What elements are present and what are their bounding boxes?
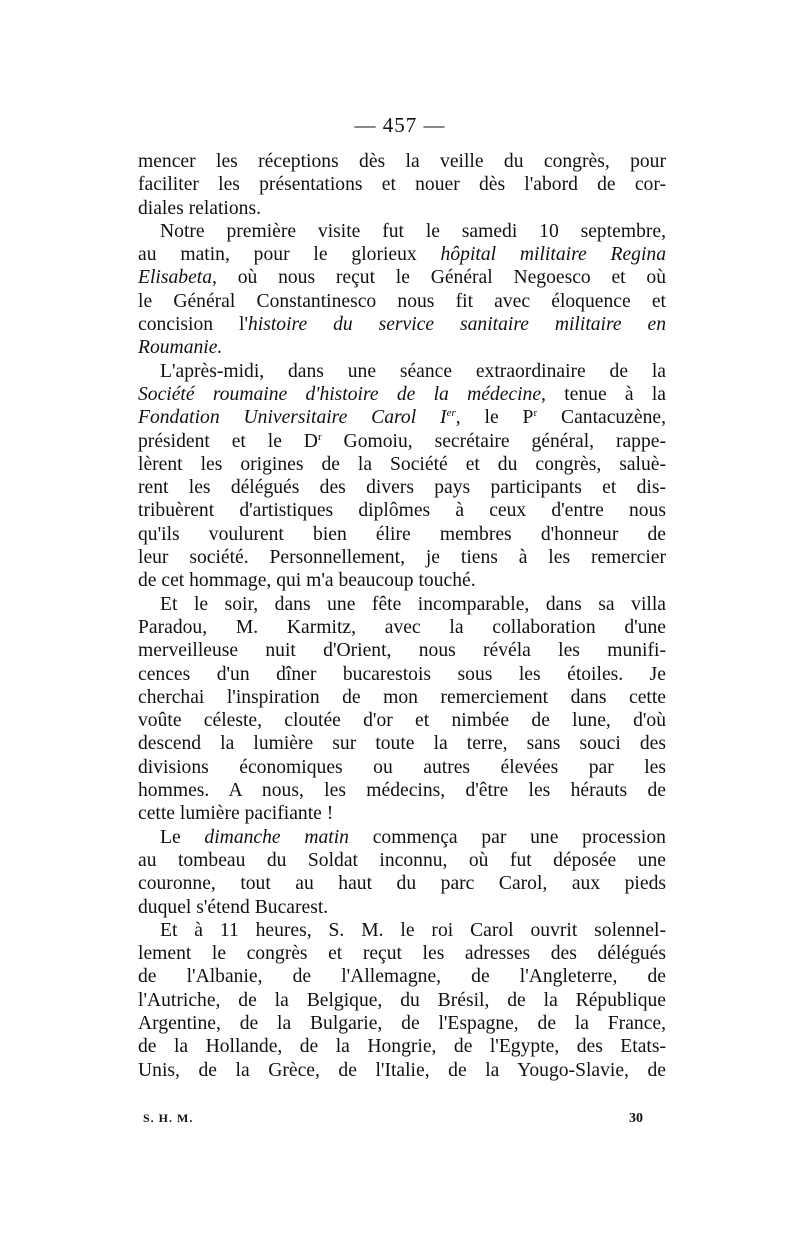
- superscript: r: [533, 407, 538, 420]
- text-line: qu'ils voulurent bien élire membres d'honneur de: [138, 523, 666, 545]
- text-line: Argentine, de la Bulgarie, de l'Espagne, de la France,: [138, 1012, 666, 1034]
- text-line: divisions économiques ou autres élevées par les: [138, 756, 666, 778]
- text-line: duquel s'étend Bucarest.: [138, 896, 329, 918]
- text-line: Notre première visite fut le samedi 10 septembre,: [160, 220, 666, 242]
- text-line: de cet hommage, qui m'a beaucoup touché.: [138, 570, 476, 592]
- text-line: lèrent les origines de la Société et du congrès, saluè-: [138, 453, 666, 475]
- text-line: couronne, tout au haut du parc Carol, aux pieds: [138, 873, 666, 895]
- text-line: président et le $D^r$ Gomoiu, secrétaire général, rappe-: [138, 430, 666, 452]
- text-line: hommes. A nous, les médecins, d'être les hérauts de: [138, 780, 666, 802]
- italic-phrase: dimanche matin: [204, 826, 349, 848]
- text-line: concision l'histoire du service sanitaire militaire en: [138, 314, 667, 336]
- text-line: leur société. Personnellement, je tiens à les remercier: [138, 547, 666, 569]
- text-line: L'après-midi, dans une séance extraordinaire de la: [160, 360, 666, 382]
- text-line: rent les délégués des divers pays participants et dis-: [138, 477, 666, 499]
- italic-phrase: Fondation Universitaire Carol I: [138, 407, 447, 429]
- text-line: Unis, de la Grèce, de l'Italie, de la Yougo-Slavie, de: [138, 1059, 666, 1081]
- text-line: au matin, pour le glorieux hôpital militaire Regina: [138, 244, 666, 266]
- italic-phrase: Société roumaine d'histoire de la médecine,: [138, 383, 546, 405]
- page-number: — 457 —: [354, 113, 446, 137]
- signature-mark: S. H. M.: [143, 1111, 194, 1125]
- superscript: r: [317, 430, 322, 443]
- text-line: au tombeau du Soldat inconnu, où fut déposée une: [138, 849, 666, 871]
- text-line: Le dimanche matin commença par une procession: [160, 826, 666, 848]
- italic-phrase: hôpital militaire Regina: [440, 244, 666, 266]
- text-line: Et le soir, dans une fête incomparable, dans sa villa: [160, 593, 666, 615]
- text-line: descend la lumière sur toute la terre, sans souci des: [138, 733, 666, 755]
- text-line: Société roumaine d'histoire de la médecine, tenue à la: [138, 383, 666, 405]
- text-line: cherchai l'inspiration de mon remerciement dans cette: [138, 686, 666, 708]
- text-line: tribuèrent d'artistiques diplômes à ceux d'entre nous: [138, 500, 666, 522]
- text-line: merveilleuse nuit d'Orient, nous révéla les munifi-: [138, 640, 666, 662]
- body-text: [138, 150, 666, 1082]
- italic-phrase: histoire du service sanitaire militaire en: [248, 314, 667, 336]
- text-line: faciliter les présentations et nouer dès l'abord de cor-: [138, 174, 666, 196]
- text-line: Roumanie.: [138, 337, 223, 359]
- text-line: voûte céleste, cloutée d'or et nimbée de lune, d'où: [138, 710, 666, 732]
- text-line: cences d'un dîner bucarestois sous les étoiles. Je: [138, 663, 666, 685]
- text-line: Paradou, M. Karmitz, avec la collaboration d'une: [138, 616, 666, 638]
- text-line: Fondation Universitaire Carol Ier, le $P^r$ Cantacuzène,: [138, 407, 666, 429]
- italic-phrase: Elisabeta,: [138, 267, 217, 289]
- text-line: lement le congrès et reçut les adresses des délégués: [138, 943, 666, 965]
- text-line: diales relations.: [138, 197, 261, 219]
- sheet-number: 30: [629, 1111, 643, 1126]
- text-line: cette lumière pacifiante !: [138, 803, 334, 825]
- text-line: Elisabeta, où nous reçut le Général Negoesco et où: [138, 267, 666, 289]
- text-line: l'Autriche, de la Belgique, du Brésil, de la République: [138, 989, 666, 1011]
- text-line: le Général Constantinesco nous fit avec éloquence et: [138, 290, 666, 312]
- text-line: de la Hollande, de la Hongrie, de l'Egypte, des Etats-: [138, 1036, 666, 1058]
- superscript: er: [446, 407, 456, 420]
- text-line: de l'Albanie, de l'Allemagne, de l'Angleterre, de: [138, 966, 666, 988]
- text-line: Et à 11 heures, S. M. le roi Carol ouvrit solennel-: [160, 919, 666, 941]
- text-line: mencer les réceptions dès la veille du congrès, pour: [138, 151, 666, 172]
